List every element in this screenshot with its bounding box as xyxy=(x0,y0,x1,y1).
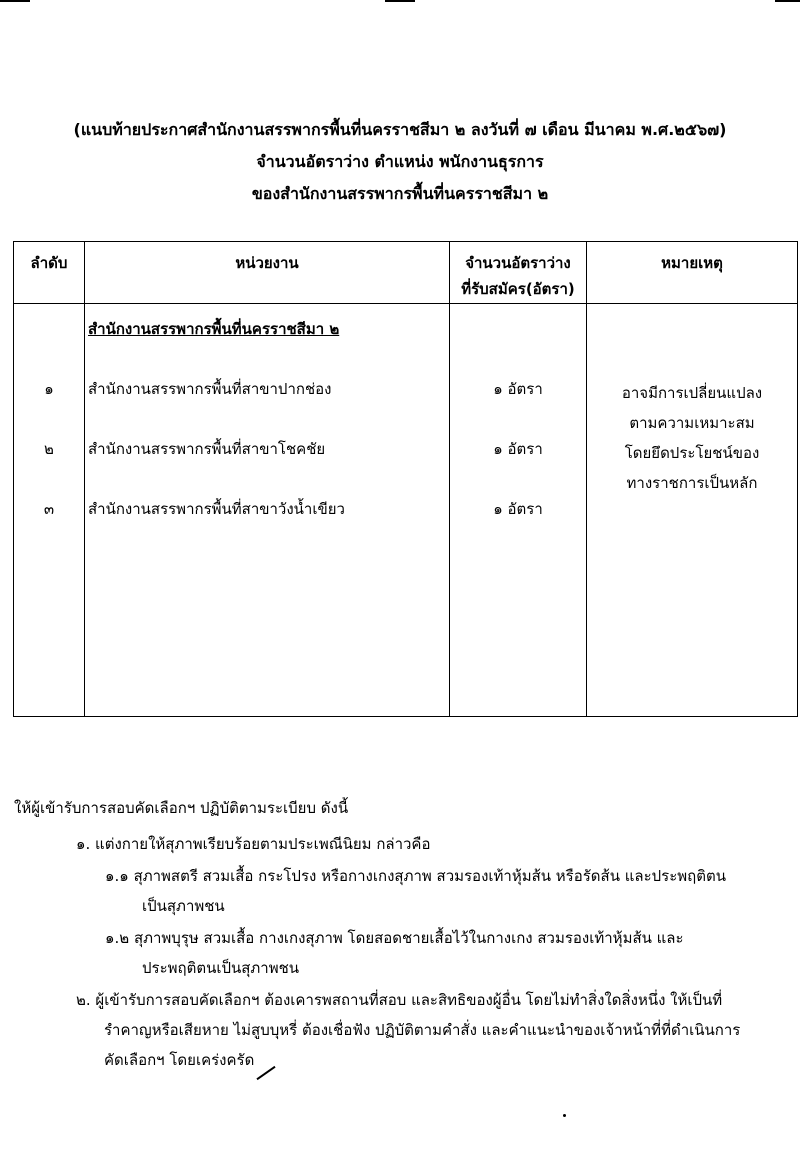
scan-top-edge xyxy=(0,0,800,3)
row-unit: สำนักงานสรรพากรพื้นที่สาขาวังน้ำเขียว xyxy=(88,500,345,518)
header-rate-line2: ที่รับสมัคร(อัตรา) xyxy=(461,280,575,298)
header-unit: หน่วยงาน xyxy=(85,242,450,304)
table-header-row xyxy=(14,242,798,304)
header-rate-line1: จำนวนอัตราว่าง xyxy=(465,254,571,272)
instruction-item-1-1: ๑.๑ สุภาพสตรี สวมเสื้อ กระโปรง หรือกางเกงสุภาพ สวมรองเท้าหุ้มส้น หรือรัดส้น และประพฤติตน xyxy=(105,867,726,885)
unit-column xyxy=(85,304,450,717)
remark-text xyxy=(587,378,797,498)
no-column xyxy=(14,304,85,717)
group-title: สำนักงานสรรพากรพื้นที่นครราชสีมา ๒ xyxy=(88,320,340,338)
vacancy-table xyxy=(13,241,798,717)
vacancy-heading: จำนวนอัตราว่าง ตำแหน่ง พนักงานธุรการ xyxy=(256,152,544,171)
instructions-intro: ให้ผู้เข้ารับการสอบคัดเลือกฯ ปฏิบัติตามระเบียบ ดังนี้ xyxy=(14,799,349,817)
row-number: ๓ xyxy=(43,500,55,518)
row-rate: ๑ อัตรา xyxy=(493,380,543,398)
edge-mark xyxy=(0,0,30,2)
initial-mark xyxy=(256,1066,275,1080)
office-heading: ของสำนักงานสรรพากรพื้นที่นครราชสีมา ๒ xyxy=(251,184,549,203)
remark-column xyxy=(587,304,798,717)
row-number: ๑ xyxy=(44,380,54,398)
instruction-item-2: ๒. ผู้เข้ารับการสอบคัดเลือกฯ ต้องเคารพสถานที่สอบ และสิทธิของผู้อื่น โดยไม่ทำสิ่งใดสิ่งหนึ่ง ให้เป็นที่ xyxy=(76,991,723,1009)
row-unit: สำนักงานสรรพากรพื้นที่สาขาโชคชัย xyxy=(88,440,326,458)
instruction-item-1-2-cont: ประพฤติตนเป็นสุภาพชน xyxy=(142,959,300,977)
instruction-item-2-cont: รำคาญหรือเสียหาย ไม่สูบบุหรี่ ต้องเชื่อฟัง ปฏิบัติตามคำสั่ง และคำแนะนำของเจ้าหน้าที่ที่ดำเนินการ xyxy=(104,1021,741,1039)
header-remark: หมายเหตุ xyxy=(587,242,798,304)
attachment-heading: (แนบท้ายประกาศสำนักงานสรรพากรพื้นที่นครราชสีมา ๒ ลงวันที่ ๗ เดือน มีนาคม พ.ศ.๒๕๖๗) xyxy=(73,120,727,139)
header-no: ลำดับ xyxy=(14,242,85,304)
instruction-item-1-1-cont: เป็นสุภาพชน xyxy=(142,897,225,915)
row-unit: สำนักงานสรรพากรพื้นที่สาขาปากช่อง xyxy=(88,380,332,398)
table-body-row xyxy=(14,304,798,717)
instruction-item-2-cont: คัดเลือกฯ โดยเคร่งครัด xyxy=(104,1051,255,1069)
remark-line: อาจมีการเปลี่ยนแปลง xyxy=(621,384,763,402)
remark-line: ทางราชการเป็นหลัก xyxy=(626,474,758,492)
row-rate: ๑ อัตรา xyxy=(493,440,543,458)
remark-line: ตามความเหมาะสม xyxy=(629,414,755,432)
remark-line: โดยยึดประโยชน์ของ xyxy=(624,444,760,462)
edge-mark xyxy=(385,0,415,2)
instruction-item-1: ๑. แต่งกายให้สุภาพเรียบร้อยตามประเพณีนิยม กล่าวคือ xyxy=(76,835,431,853)
instruction-item-1-2: ๑.๒ สุภาพบุรุษ สวมเสื้อ กางเกงสุภาพ โดยสอดชายเสื้อไว้ในกางเกง สวมรองเท้าหุ้มส้น และ xyxy=(105,929,684,947)
rate-column xyxy=(450,304,587,717)
header-rate xyxy=(450,242,587,304)
row-rate: ๑ อัตรา xyxy=(493,500,543,518)
scan-dot xyxy=(563,1114,566,1117)
row-number: ๒ xyxy=(44,440,54,458)
edge-mark xyxy=(775,0,800,2)
